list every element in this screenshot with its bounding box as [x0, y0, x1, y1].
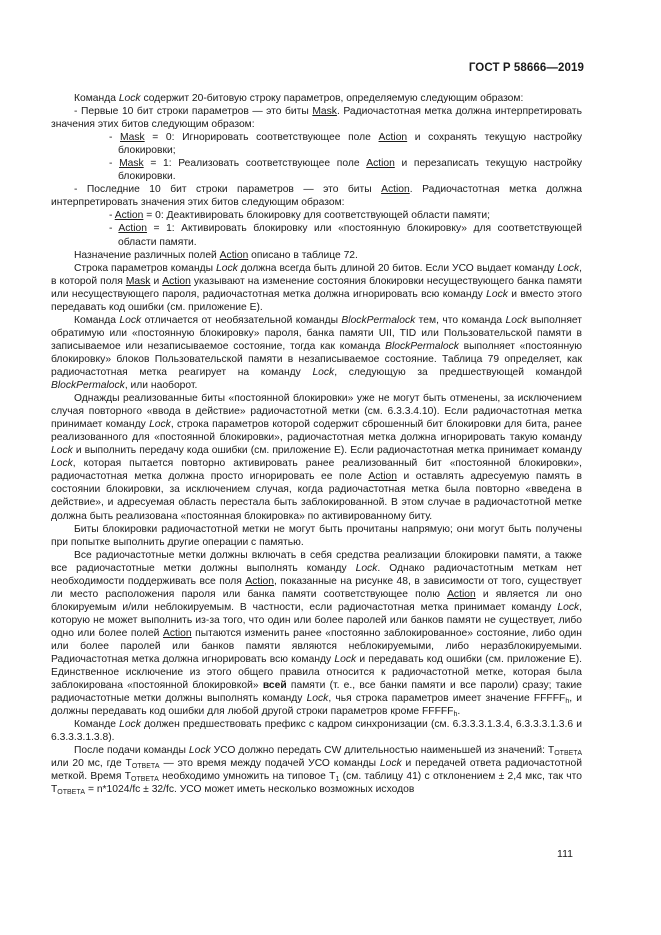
paragraph: Команде Lock должен предшествовать префикс с кадром синхронизации (см. 6.3.3.3.1.3.4, 6.3.3.3.1.3.6 и 6.3.3.3.1.3.8). [51, 719, 582, 744]
paragraph: Биты блокировки радиочастотной метки не могут быть прочитаны напрямую; они могут быть получены при попытке выполнить другие операции с памятью. [51, 523, 582, 548]
standard-header: ГОСТ Р 58666—2019 [468, 62, 584, 74]
paragraph: - Первые 10 бит строки параметров — это биты Mask. Радиочастотная метка должна интерпретировать значения этих битов следующим образом: [51, 106, 582, 131]
paragraph: - Action = 1: Активировать блокировку или «постоянную блокировку» для соответствующей области памяти. [109, 223, 582, 248]
paragraph: - Последние 10 бит строки параметров — это биты Action. Радиочастотная метка должна интерпретировать значения этих битов следующим образом: [51, 184, 582, 209]
paragraph: После подачи команды Lock УСО должно передать CW длительностью наименьшей из значений: $T_{ОТВЕТА}$ или 20 мс, где $T_{ОТВЕТА}$ — это время между подачей УСО команды Lock и передачей ответа радиочастотной меткой. Время $T_{ОТВЕТА}$ необходимо умножить на типовое $T_1$ (см. таблицу 41) с отклонением ± 2,4 мкс, так что $T_{ОТВЕТА} = n*1024/fc \pm 32/fc$. УСО может иметь несколько возможных исходов [51, 745, 582, 797]
paragraph: Назначение различных полей Action описано в таблице 72. [74, 249, 358, 261]
paragraph: - Mask = 0: Игнорировать соответствующее поле Action и сохранять текущую настройку блокировки; [109, 132, 582, 157]
paragraph: - Action = 0: Деактивировать блокировку для соответствующей области памяти; [109, 210, 490, 222]
paragraph: Команда Lock отличается от необязательной команды BlockPermalock тем, что команда Lock выполняет обратимую или «постоянную блокировку» пароля, банка памяти UII, TID или Пользовательской памяти в записываемое или незаписываемое состояние, тогда как команда BlockPermalock выполняет «постоянную блокировку» блоков Пользовательской памяти в незаписываемое состояние. Таблица 79 определяет, как радиочастотная метка реагирует на команду Lock, следующую за предшествующей командой BlockPermalock, или наоборот. [51, 314, 582, 392]
document-body [51, 92, 582, 797]
page-number: 111 [557, 848, 573, 860]
paragraph: Все радиочастотные метки должны включать в себя средства реализации блокировки памяти, а также все радиочастотные метки должны выполнять команду Lock. Однако радиочастотным меткам нет необходимости поддерживать все поля Action, показанные на рисунке 48, в зависимости от того, существует ли место расположения пароля или банка памяти соответствующее полю Action и является ли оно блокируемым и/или неблокируемым. В частности, если радиочастотная метка принимает команду Lock, которую не может выполнить из-за того, что один или более паролей или банков памяти не существует, либо одно или более полей Action пытаются изменить ранее «постоянно заблокированное» состояние, либо один или более паролей или банков памяти являются неблокируемыми, либо неразблокируемыми. Радиочастотная метка должна игнорировать всю команду Lock и передавать код ошибки (см. приложение Е). Единственное исключение из этого общего правила относится к радиочастотной метке, которая была заблокирована «постоянной блокировкой» всей памяти (т. е., все банки памяти и все пароли) сразу; такие радиочастотные метки должны выполнять команду Lock, чья строка параметров имеет значение $FFFFF_h$, и должны передавать код ошибки для любой другой строки параметров кроме $FFFFF_h$. [51, 549, 583, 719]
paragraph: Строка параметров команды Lock должна всегда быть длиной 20 битов. Если УСО выдает команду Lock, в которой поля Mask и Action указывают на изменение состояния блокировки несуществующего банка памяти или несуществующего пароля, радиочастотная метка должна игнорировать всю команду Lock и вместо этого передавать код ошибки (см. приложение Е). [51, 262, 582, 313]
paragraph: Команда Lock содержит 20-битовую строку параметров, определяемую следующим образом: [74, 93, 524, 104]
paragraph: - Mask = 1: Реализовать соответствующее поле Action и перезаписать текущую настройку блокировки. [109, 158, 582, 183]
paragraph: Однажды реализованные биты «постоянной блокировки» уже не могут быть отменены, за исключением случая повторного «ввода в действие» радиочастотной метки (см. 6.3.3.4.10). Если радиочастотная метка принимает команду Lock, строка параметров которой содержит сброшенный бит блокировки для бита, ранее реализованного для «постоянной блокировки», радиочастотная метка должна игнорировать такую команду Lock и выполнить передачу кода ошибки (см. приложение Е). Если радиочастотная метка принимает команду Lock, которая пытается повторно активировать ранее реализованный бит «постоянной блокировки», радиочастотная метка должна просто игнорировать ее поле Action и оставлять адресуемую память в состоянии блокировки, за исключением случая, когда радиочастотная метка была повторно «введена в действие», и адресуемая область перестала быть заблокированной. В этом случае в радиочастотной метке должна быть реализована «постоянная блокировка» по активированному биту. [51, 393, 583, 522]
